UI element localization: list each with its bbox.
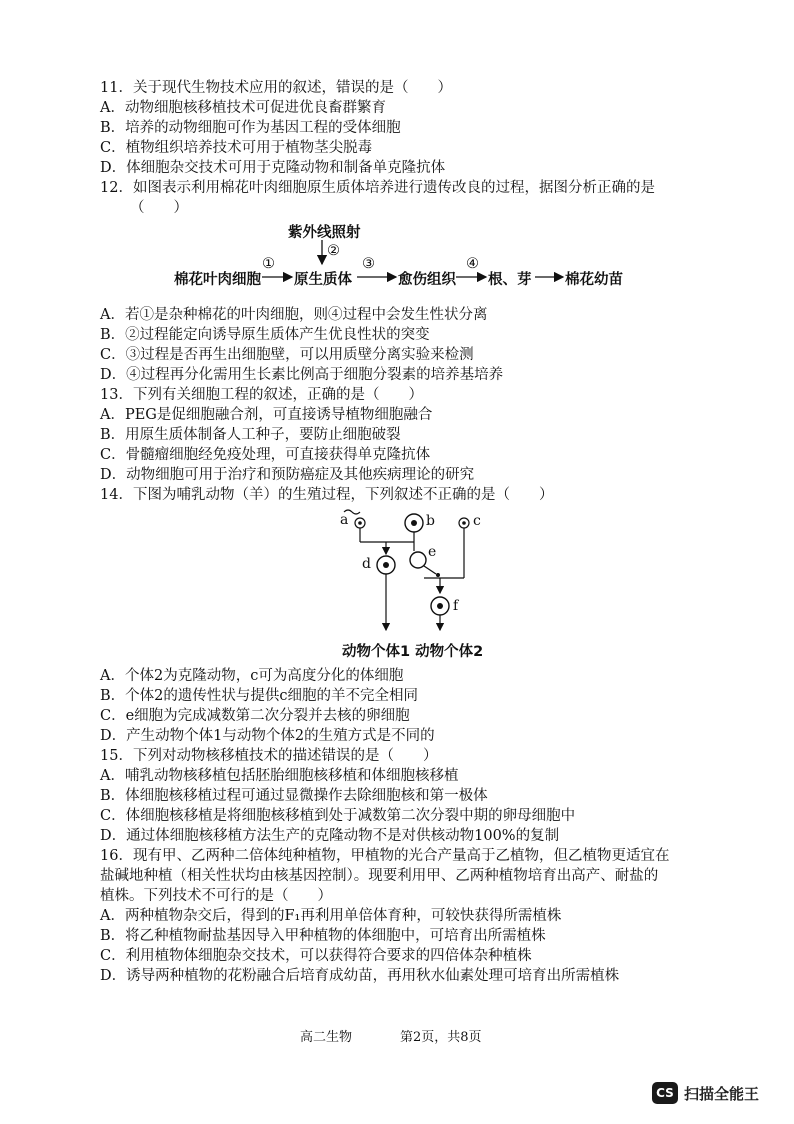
step-1-label: ①	[262, 256, 275, 272]
q16-stem-line3: 植株。下列技术不可行的是（ ）	[100, 888, 332, 904]
camscanner-icon: CS	[652, 1082, 678, 1104]
q14-option-c: C．e细胞为完成减数第二次分裂并去核的卵细胞	[100, 708, 410, 724]
q12-option-d: D．④过程再分化需用生长素比例高于细胞分裂素的培养基培养	[100, 367, 504, 383]
q13-option-d: D．动物细胞可用于治疗和预防癌症及其他疾病理论的研究	[100, 467, 475, 483]
q13-stem: 13．下列有关细胞工程的叙述，正确的是（ ）	[100, 387, 423, 403]
node-leaf-mesophyll-cell: 棉花叶肉细胞	[174, 272, 261, 288]
node-protoplast: 原生质体	[294, 272, 352, 288]
animal-individuals-caption: 动物个体1 动物个体2	[342, 644, 484, 660]
q11-option-d: D．体细胞杂交技术可用于克隆动物和制备单克隆抗体	[100, 160, 446, 176]
q15-stem: 15．下列对动物核移植技术的描述错误的是（ ）	[100, 748, 438, 764]
q13-option-a: A．PEG是促细胞融合剂，可直接诱导植物细胞融合	[100, 407, 433, 423]
q11-option-a: A．动物细胞核移植技术可促进优良畜群繁育	[100, 100, 386, 116]
node-cotton-seedling: 棉花幼苗	[565, 272, 623, 288]
q11-option-b: B．培养的动物细胞可作为基因工程的受体细胞	[100, 120, 401, 136]
q16-stem-line2: 盐碱地种植（相关性状均由核基因控制）。现要利用甲、乙两种植物培育出高产、耐盐的	[100, 868, 659, 884]
q11-option-c: C．植物组织培养技术可用于植物茎尖脱毒	[100, 140, 373, 156]
label-c: c	[473, 513, 481, 529]
q13-option-c: C．骨髓瘤细胞经免疫处理，可直接获得单克隆抗体	[100, 447, 431, 463]
label-f: f	[453, 598, 459, 614]
label-b: b	[426, 513, 435, 529]
uv-irradiation-label: 紫外线照射	[288, 225, 361, 241]
footer-page-number: 第2页，共8页	[400, 1030, 482, 1045]
q11-stem: 11．关于现代生物技术应用的叙述，错误的是（ ）	[100, 80, 452, 96]
node-roots-buds: 根、芽	[488, 272, 532, 288]
label-e: e	[428, 544, 437, 560]
q16-option-c: C．利用植物体细胞杂交技术，可以获得符合要求的四倍体杂种植株	[100, 948, 532, 964]
label-d: d	[362, 556, 371, 572]
q15-option-b: B．体细胞核移植过程可通过显微操作去除细胞核和第一极体	[100, 788, 488, 804]
q12-option-c: C．③过程是否再生出细胞壁，可以用质壁分离实验来检测	[100, 347, 474, 363]
q13-option-b: B．用原生质体制备人工种子，要防止细胞破裂	[100, 427, 401, 443]
q12-stem: 12．如图表示利用棉花叶肉细胞原生质体培养进行遗传改良的过程，据图分析正确的是	[100, 180, 655, 196]
q12-option-a: A．若①是杂种棉花的叶肉细胞，则④过程中会发生性状分离	[100, 307, 488, 323]
q15-option-a: A．哺乳动物核移植包括胚胎细胞核移植和体细胞核移植	[100, 768, 459, 784]
q14-option-b: B．个体2的遗传性状与提供c细胞的羊不完全相同	[100, 688, 418, 704]
node-callus: 愈伤组织	[398, 272, 456, 288]
q16-option-a: A．两种植物杂交后，得到的F₁再利用单倍体育种，可较快获得所需植株	[100, 908, 562, 924]
camscanner-badge	[652, 1082, 759, 1104]
q12-stem-paren: （ ）	[130, 200, 188, 216]
q16-option-d: D．诱导两种植物的花粉融合后培育成幼苗，再用秋水仙素处理可培育出所需植株	[100, 968, 620, 984]
q14-stem: 14．下图为哺乳动物（羊）的生殖过程，下列叙述不正确的是（ ）	[100, 487, 554, 503]
cell-e	[410, 552, 426, 568]
footer-subject: 高二生物	[300, 1030, 353, 1045]
step-2-label: ②	[327, 243, 340, 259]
q15-option-c: C．体细胞核移植是将细胞核移植到处于减数第二次分裂中期的卵母细胞中	[100, 808, 576, 824]
q16-stem: 16．现有甲、乙两种二倍体纯种植物，甲植物的光合产量高于乙植物，但乙植物更适宜在	[100, 848, 670, 864]
q14-option-a: A．个体2为克隆动物，c可为高度分化的体细胞	[100, 668, 404, 684]
q15-option-d: D．通过体细胞核移植方法生产的克隆动物不是对供核动物100%的复制	[100, 828, 560, 844]
q16-option-b: B．将乙种植物耐盐基因导入甲种植物的体细胞中，可培育出所需植株	[100, 928, 546, 944]
step-4-label: ④	[466, 256, 479, 272]
camscanner-label: 扫描全能王	[684, 1084, 760, 1103]
q14-option-d: D．产生动物个体1与动物个体2的生殖方式是不同的	[100, 728, 435, 744]
step-3-label: ③	[362, 256, 375, 272]
q12-option-b: B．②过程能定向诱导原生质体产生优良性状的突变	[100, 327, 430, 343]
label-a: a	[340, 512, 349, 528]
